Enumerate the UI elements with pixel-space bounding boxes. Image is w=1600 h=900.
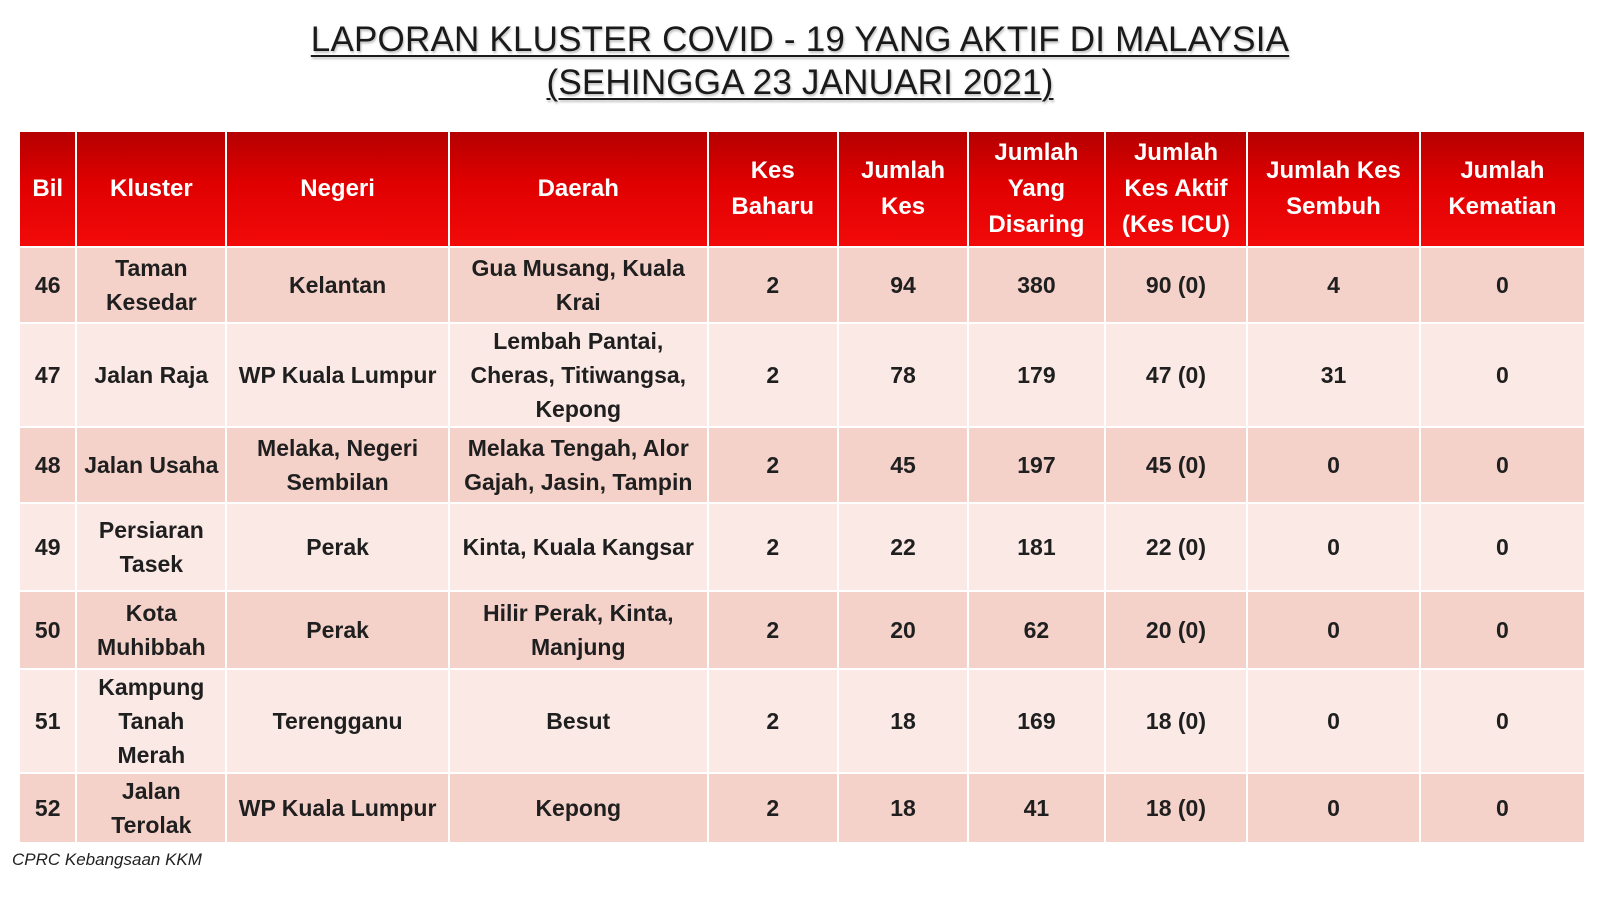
cell-jumlah-sembuh: 0 (1248, 592, 1418, 668)
cell-jumlah-aktif: 18 (0) (1106, 774, 1247, 842)
cell-bil: 52 (20, 774, 75, 842)
cell-jumlah-sembuh: 0 (1248, 774, 1418, 842)
cell-negeri: WP Kuala Lumpur (227, 774, 448, 842)
cell-jumlah-kematian: 0 (1421, 248, 1584, 322)
table-row (20, 504, 1584, 590)
cell-bil: 51 (20, 670, 75, 772)
cell-bil: 48 (20, 428, 75, 502)
cell-jumlah-aktif: 45 (0) (1106, 428, 1247, 502)
cell-jumlah-kes: 78 (839, 324, 967, 426)
cell-jumlah-kes: 18 (839, 670, 967, 772)
header-jumlah-kes-sembuh: Jumlah Kes Sembuh (1248, 132, 1418, 246)
cell-daerah: Melaka Tengah, Alor Gajah, Jasin, Tampin (450, 428, 707, 502)
cell-jumlah-disaring: 41 (969, 774, 1103, 842)
cell-jumlah-sembuh: 0 (1248, 428, 1418, 502)
header-jumlah-disaring: Jumlah Yang Disaring (969, 132, 1103, 246)
header-kluster: Kluster (77, 132, 225, 246)
cell-jumlah-sembuh: 0 (1248, 504, 1418, 590)
cell-negeri: Melaka, Negeri Sembilan (227, 428, 448, 502)
cell-kluster: Jalan Terolak (77, 774, 225, 842)
report-title-line-1: LAPORAN KLUSTER COVID - 19 YANG AKTIF DI MALAYSIA (310, 20, 1290, 59)
cell-kluster: Jalan Usaha (77, 428, 225, 502)
table-row (20, 428, 1584, 502)
table-row (20, 670, 1584, 772)
cell-jumlah-sembuh: 0 (1248, 670, 1418, 772)
cell-jumlah-aktif: 22 (0) (1106, 504, 1247, 590)
cell-kes-baharu: 2 (709, 592, 837, 668)
cell-jumlah-disaring: 169 (969, 670, 1103, 772)
table-row (20, 774, 1584, 842)
cell-bil: 47 (20, 324, 75, 426)
cell-kluster: Persiaran Tasek (77, 504, 225, 590)
cell-jumlah-disaring: 181 (969, 504, 1103, 590)
table-row (20, 324, 1584, 426)
cell-jumlah-sembuh: 31 (1248, 324, 1418, 426)
cell-bil: 49 (20, 504, 75, 590)
cell-jumlah-kematian: 0 (1421, 324, 1584, 426)
cell-jumlah-kematian: 0 (1421, 504, 1584, 590)
cell-kes-baharu: 2 (709, 670, 837, 772)
cell-daerah: Lembah Pantai, Cheras, Titiwangsa, Kepong (450, 324, 707, 426)
cell-daerah: Kepong (450, 774, 707, 842)
table-header-row (20, 132, 1584, 246)
cell-jumlah-kes: 94 (839, 248, 967, 322)
cell-kes-baharu: 2 (709, 248, 837, 322)
table-row (20, 248, 1584, 322)
cell-kluster: Kota Muhibbah (77, 592, 225, 668)
header-jumlah-kes: Jumlah Kes (839, 132, 967, 246)
report-title-line-2: (SEHINGGA 23 JANUARI 2021) (546, 63, 1054, 102)
cell-daerah: Kinta, Kuala Kangsar (450, 504, 707, 590)
cell-negeri: Kelantan (227, 248, 448, 322)
table-row (20, 592, 1584, 668)
cell-jumlah-disaring: 197 (969, 428, 1103, 502)
cell-jumlah-kes: 18 (839, 774, 967, 842)
header-bil: Bil (20, 132, 75, 246)
cell-kes-baharu: 2 (709, 504, 837, 590)
cell-jumlah-aktif: 47 (0) (1106, 324, 1247, 426)
cell-bil: 50 (20, 592, 75, 668)
cell-jumlah-kes: 22 (839, 504, 967, 590)
cell-kes-baharu: 2 (709, 428, 837, 502)
cell-jumlah-aktif: 20 (0) (1106, 592, 1247, 668)
cluster-table (18, 130, 1586, 844)
cell-daerah: Gua Musang, Kuala Krai (450, 248, 707, 322)
header-negeri: Negeri (227, 132, 448, 246)
cell-jumlah-kematian: 0 (1421, 592, 1584, 668)
cell-jumlah-kematian: 0 (1421, 670, 1584, 772)
header-daerah: Daerah (450, 132, 707, 246)
cell-jumlah-disaring: 380 (969, 248, 1103, 322)
cell-kluster: Jalan Raja (77, 324, 225, 426)
cell-jumlah-aktif: 18 (0) (1106, 670, 1247, 772)
cell-kluster: Kampung Tanah Merah (77, 670, 225, 772)
cell-kluster: Taman Kesedar (77, 248, 225, 322)
header-jumlah-kes-aktif: Jumlah Kes Aktif (Kes ICU) (1106, 132, 1247, 246)
cell-daerah: Besut (450, 670, 707, 772)
cell-jumlah-kematian: 0 (1421, 774, 1584, 842)
cell-negeri: Terengganu (227, 670, 448, 772)
cell-negeri: Perak (227, 504, 448, 590)
cell-daerah: Hilir Perak, Kinta, Manjung (450, 592, 707, 668)
cell-negeri: WP Kuala Lumpur (227, 324, 448, 426)
cell-jumlah-aktif: 90 (0) (1106, 248, 1247, 322)
header-jumlah-kematian: Jumlah Kematian (1421, 132, 1584, 246)
source-footnote: CPRC Kebangsaan KKM (12, 850, 202, 869)
cell-jumlah-disaring: 62 (969, 592, 1103, 668)
cell-jumlah-kes: 20 (839, 592, 967, 668)
cell-jumlah-kes: 45 (839, 428, 967, 502)
cell-bil: 46 (20, 248, 75, 322)
report-title (0, 18, 1600, 104)
cell-negeri: Perak (227, 592, 448, 668)
cell-jumlah-sembuh: 4 (1248, 248, 1418, 322)
cell-jumlah-disaring: 179 (969, 324, 1103, 426)
cell-kes-baharu: 2 (709, 774, 837, 842)
cell-jumlah-kematian: 0 (1421, 428, 1584, 502)
cell-kes-baharu: 2 (709, 324, 837, 426)
header-kes-baharu: Kes Baharu (709, 132, 837, 246)
